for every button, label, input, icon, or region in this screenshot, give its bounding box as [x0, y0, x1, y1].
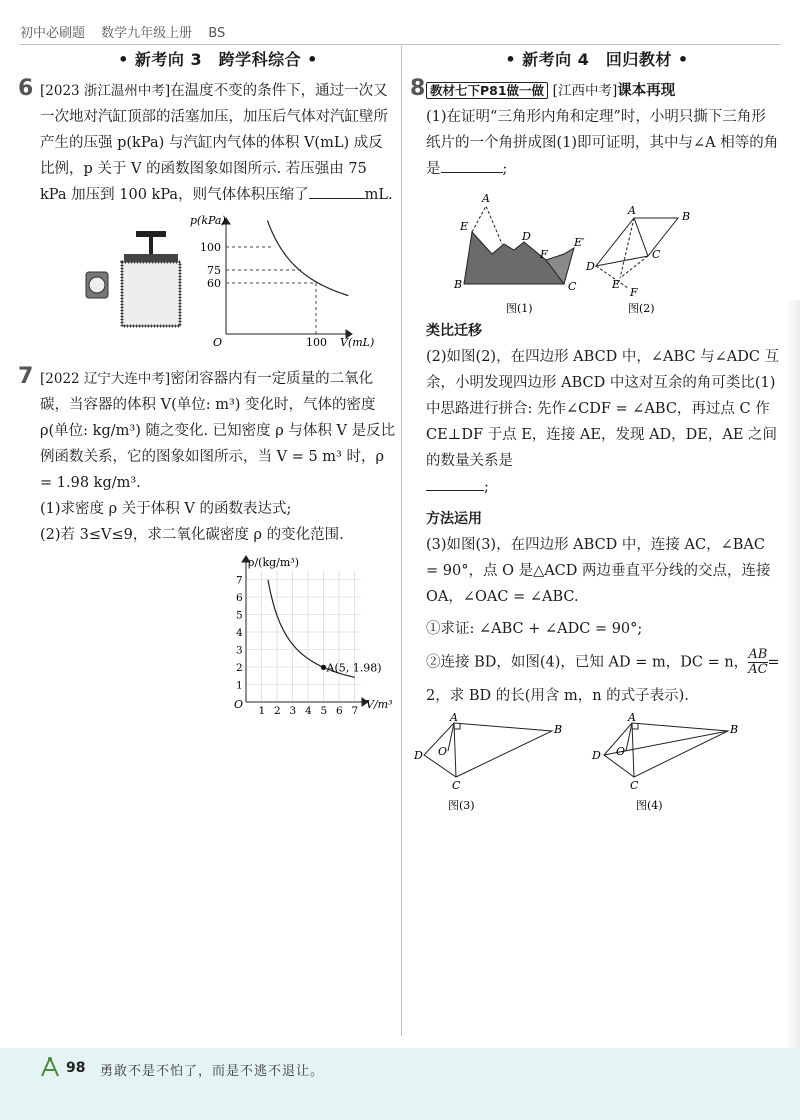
answer-blank-1[interactable]: [441, 156, 503, 173]
pv-xlabel: V(mL): [340, 336, 375, 349]
svg-text:D: D: [592, 749, 601, 762]
y-tick-label: 6: [236, 592, 243, 604]
question-text-end: mL.: [364, 187, 393, 203]
y-tick-label: 3: [236, 644, 243, 657]
part-3-1: ①求证: ∠ABC + ∠ADC = 90°;: [426, 621, 643, 637]
section-title-4: • 新考向 4 回归教材 •: [505, 50, 689, 69]
gauge-icon: [89, 277, 105, 293]
pv-ylabel: p(kPa): [190, 214, 226, 227]
rho-grid: [246, 571, 361, 702]
figure-1-caption: 图(1): [506, 302, 533, 315]
svg-text:C: C: [568, 280, 577, 293]
figure-3-labels: [414, 713, 562, 792]
part-3-2-text: ②连接 BD，如图(4)，已知 AD = m，DC = n，: [426, 654, 749, 671]
question-source: [2022 辽宁大连中考]: [40, 371, 171, 387]
svg-text:A: A: [482, 192, 490, 205]
pv-guide-lines-3: [226, 283, 316, 334]
pv-xtick-100: 100: [306, 336, 327, 349]
question-number: 6: [18, 76, 34, 101]
svg-text:E′: E′: [574, 236, 585, 249]
part-3: (3)如图(3)，在四边形 ABCD 中，连接 AC，∠BAC = 90°，点 O 是△ACD 两边垂直平分线的交点，连接 OA，∠OAC = ∠ABC.: [426, 537, 771, 605]
y-tick-label: 2: [236, 662, 243, 674]
figures-3-4: [414, 713, 780, 817]
part-2-end: ;: [484, 479, 489, 495]
x-tick-label: 3: [289, 705, 297, 714]
svg-text:B: B: [454, 278, 463, 291]
question-source: [2023 浙江温州中考]: [40, 83, 171, 99]
page-edge: [786, 300, 800, 1048]
rho-xlabel: V/m³: [366, 698, 393, 711]
question-text: 在温度不变的条件下，通过一次又一次地对汽缸顶部的活塞加压，加压后气体对汽缸壁所产生的压强 p(kPa) 与汽缸内气体的体积 V(mL) 成反比例，p 关于 V 的函数图象如图所示. 若压强由 75 kPa 加压到 100 kPa，则气体体积压缩了: [40, 83, 388, 203]
point-a: [321, 665, 326, 670]
subhead-analogy: 类比迁移: [426, 323, 482, 339]
footer-motto: 勇敢不是不怕了，而是不逃不退让。: [100, 1064, 325, 1079]
x-tick-label: 1: [258, 705, 266, 714]
svg-text:C: C: [452, 779, 461, 792]
subhead-method: 方法运用: [426, 511, 482, 527]
compass-icon: [38, 1056, 62, 1078]
pv-curve: [267, 221, 348, 296]
column-divider: [401, 46, 402, 1036]
svg-text:D: D: [414, 749, 423, 762]
part-1-end: ;: [502, 161, 508, 177]
x-tick-label: 4: [305, 705, 312, 714]
x-tick-label: 6: [336, 705, 343, 714]
question-text: 密闭容器内有一定质量的二氧化碳，当容器的体积 V(单位: m³) 变化时，气体的密度 ρ(单位: kg/m³) 随之变化. 已知密度 ρ 与体积 V 是反比例函数关系，它的图象如图所示，当 V = 5 m³ 时，ρ = 1.98 kg/m³.: [40, 371, 396, 491]
y-tick-label: 1: [236, 679, 243, 692]
svg-text:B: B: [554, 723, 563, 736]
page-number: 98: [66, 1060, 86, 1076]
figure-2-caption: 图(2): [628, 302, 655, 315]
answer-blank-2[interactable]: [426, 474, 484, 491]
question-part-2: (2)若 3≤V≤9，求二氧化碳密度 ρ 的变化范围.: [40, 527, 344, 543]
point-a-label: A(5, 1.98): [326, 661, 382, 675]
question-8-continued: [414, 318, 780, 709]
edition: BS: [208, 26, 226, 41]
figure-1: [453, 192, 585, 293]
textbook-label: 课本再现: [617, 83, 676, 99]
part-3-2: [426, 648, 780, 709]
rho-ticks: [236, 575, 358, 715]
answer-blank[interactable]: [309, 182, 365, 199]
pv-axes: [222, 218, 352, 338]
question-number: 8: [410, 76, 426, 101]
x-tick-label: 7: [351, 705, 359, 714]
page-header: [20, 22, 780, 45]
part-1: [414, 104, 780, 182]
figure-4-caption: 图(4): [636, 799, 663, 812]
svg-text:O: O: [438, 745, 448, 758]
svg-text:A: A: [628, 713, 636, 724]
left-column: [18, 46, 396, 714]
svg-text:C: C: [652, 248, 661, 261]
footer: [0, 1048, 800, 1120]
book-name: 数学九年级上册: [101, 26, 193, 41]
pv-tick-60: 60: [207, 277, 221, 290]
svg-text:C: C: [630, 779, 639, 792]
fraction-numerator: AB: [748, 647, 768, 662]
svg-text:F: F: [630, 286, 638, 299]
svg-text:D: D: [586, 260, 595, 273]
question-8: [410, 76, 780, 182]
question-6: [18, 76, 396, 208]
pv-tick-75: 75: [207, 264, 221, 277]
part-1-text: (1)在证明“三角形内角和定理”时，小明只撕下三角形纸片的一个角拼成图(1)即可证明，其中与∠A 相等的角是: [426, 109, 779, 177]
svg-text:E: E: [460, 220, 469, 233]
figure-3-caption: 图(3): [448, 799, 475, 812]
part-2-text: (2)如图(2)，在四边形 ABCD 中，∠ABC 与∠ADC 互余，小明发现四边形 ABCD 中这对互余的角可类比(1)中思路进行拼合: 先作∠CDF = ∠ABC，再过点 C 作 CE⊥DF 于点 E，连接 AE，发现 AD，DE，AE 之间的数量关系是: [426, 349, 780, 469]
section-title-3: • 新考向 3 跨学科综合 •: [118, 50, 318, 69]
right-column: [410, 46, 780, 817]
svg-text:F: F: [540, 248, 548, 261]
y-tick-label: 7: [236, 574, 243, 587]
rho-figure: [40, 554, 396, 714]
cylinder-illustration: [86, 231, 180, 326]
figures-1-2: [414, 184, 780, 318]
svg-text:A: A: [628, 204, 636, 217]
svg-text:O: O: [616, 745, 626, 758]
pv-origin: O: [213, 336, 223, 349]
svg-text:B: B: [730, 723, 739, 736]
y-tick-label: 5: [236, 609, 243, 622]
x-tick-label: 2: [274, 705, 281, 714]
question-7: [18, 364, 396, 548]
fraction-denominator: AC: [748, 662, 768, 677]
part-3-2-text-2: 2，求 BD 的长(用含 m，n 的式子表示).: [426, 688, 689, 704]
question-number: 7: [18, 364, 34, 389]
svg-text:D: D: [522, 230, 531, 243]
question-part-1: (1)求密度 ρ 关于体积 V 的函数表达式;: [40, 501, 292, 517]
figure-4-labels: [591, 713, 738, 792]
fraction-ab-ac: [748, 648, 767, 677]
rho-ylabel: ρ/(kg/m³): [248, 556, 300, 569]
svg-text:E: E: [612, 278, 621, 291]
figure-2: [596, 218, 678, 288]
svg-text:A: A: [450, 713, 458, 724]
textbook-tag: 教材七下P81做一做: [426, 82, 548, 99]
question-source: [江西中考]: [552, 83, 618, 99]
svg-text:B: B: [682, 210, 691, 223]
part-3-2-eq: =: [767, 654, 780, 671]
y-tick-label: 4: [236, 627, 243, 639]
pv-figure: [40, 212, 396, 352]
x-tick-label: 5: [320, 705, 328, 714]
rho-axes: [242, 556, 368, 706]
pv-tick-100: 100: [200, 241, 221, 254]
series-name: 初中必刷题: [20, 26, 86, 41]
rho-origin: O: [234, 698, 244, 711]
part-2: [426, 344, 780, 500]
